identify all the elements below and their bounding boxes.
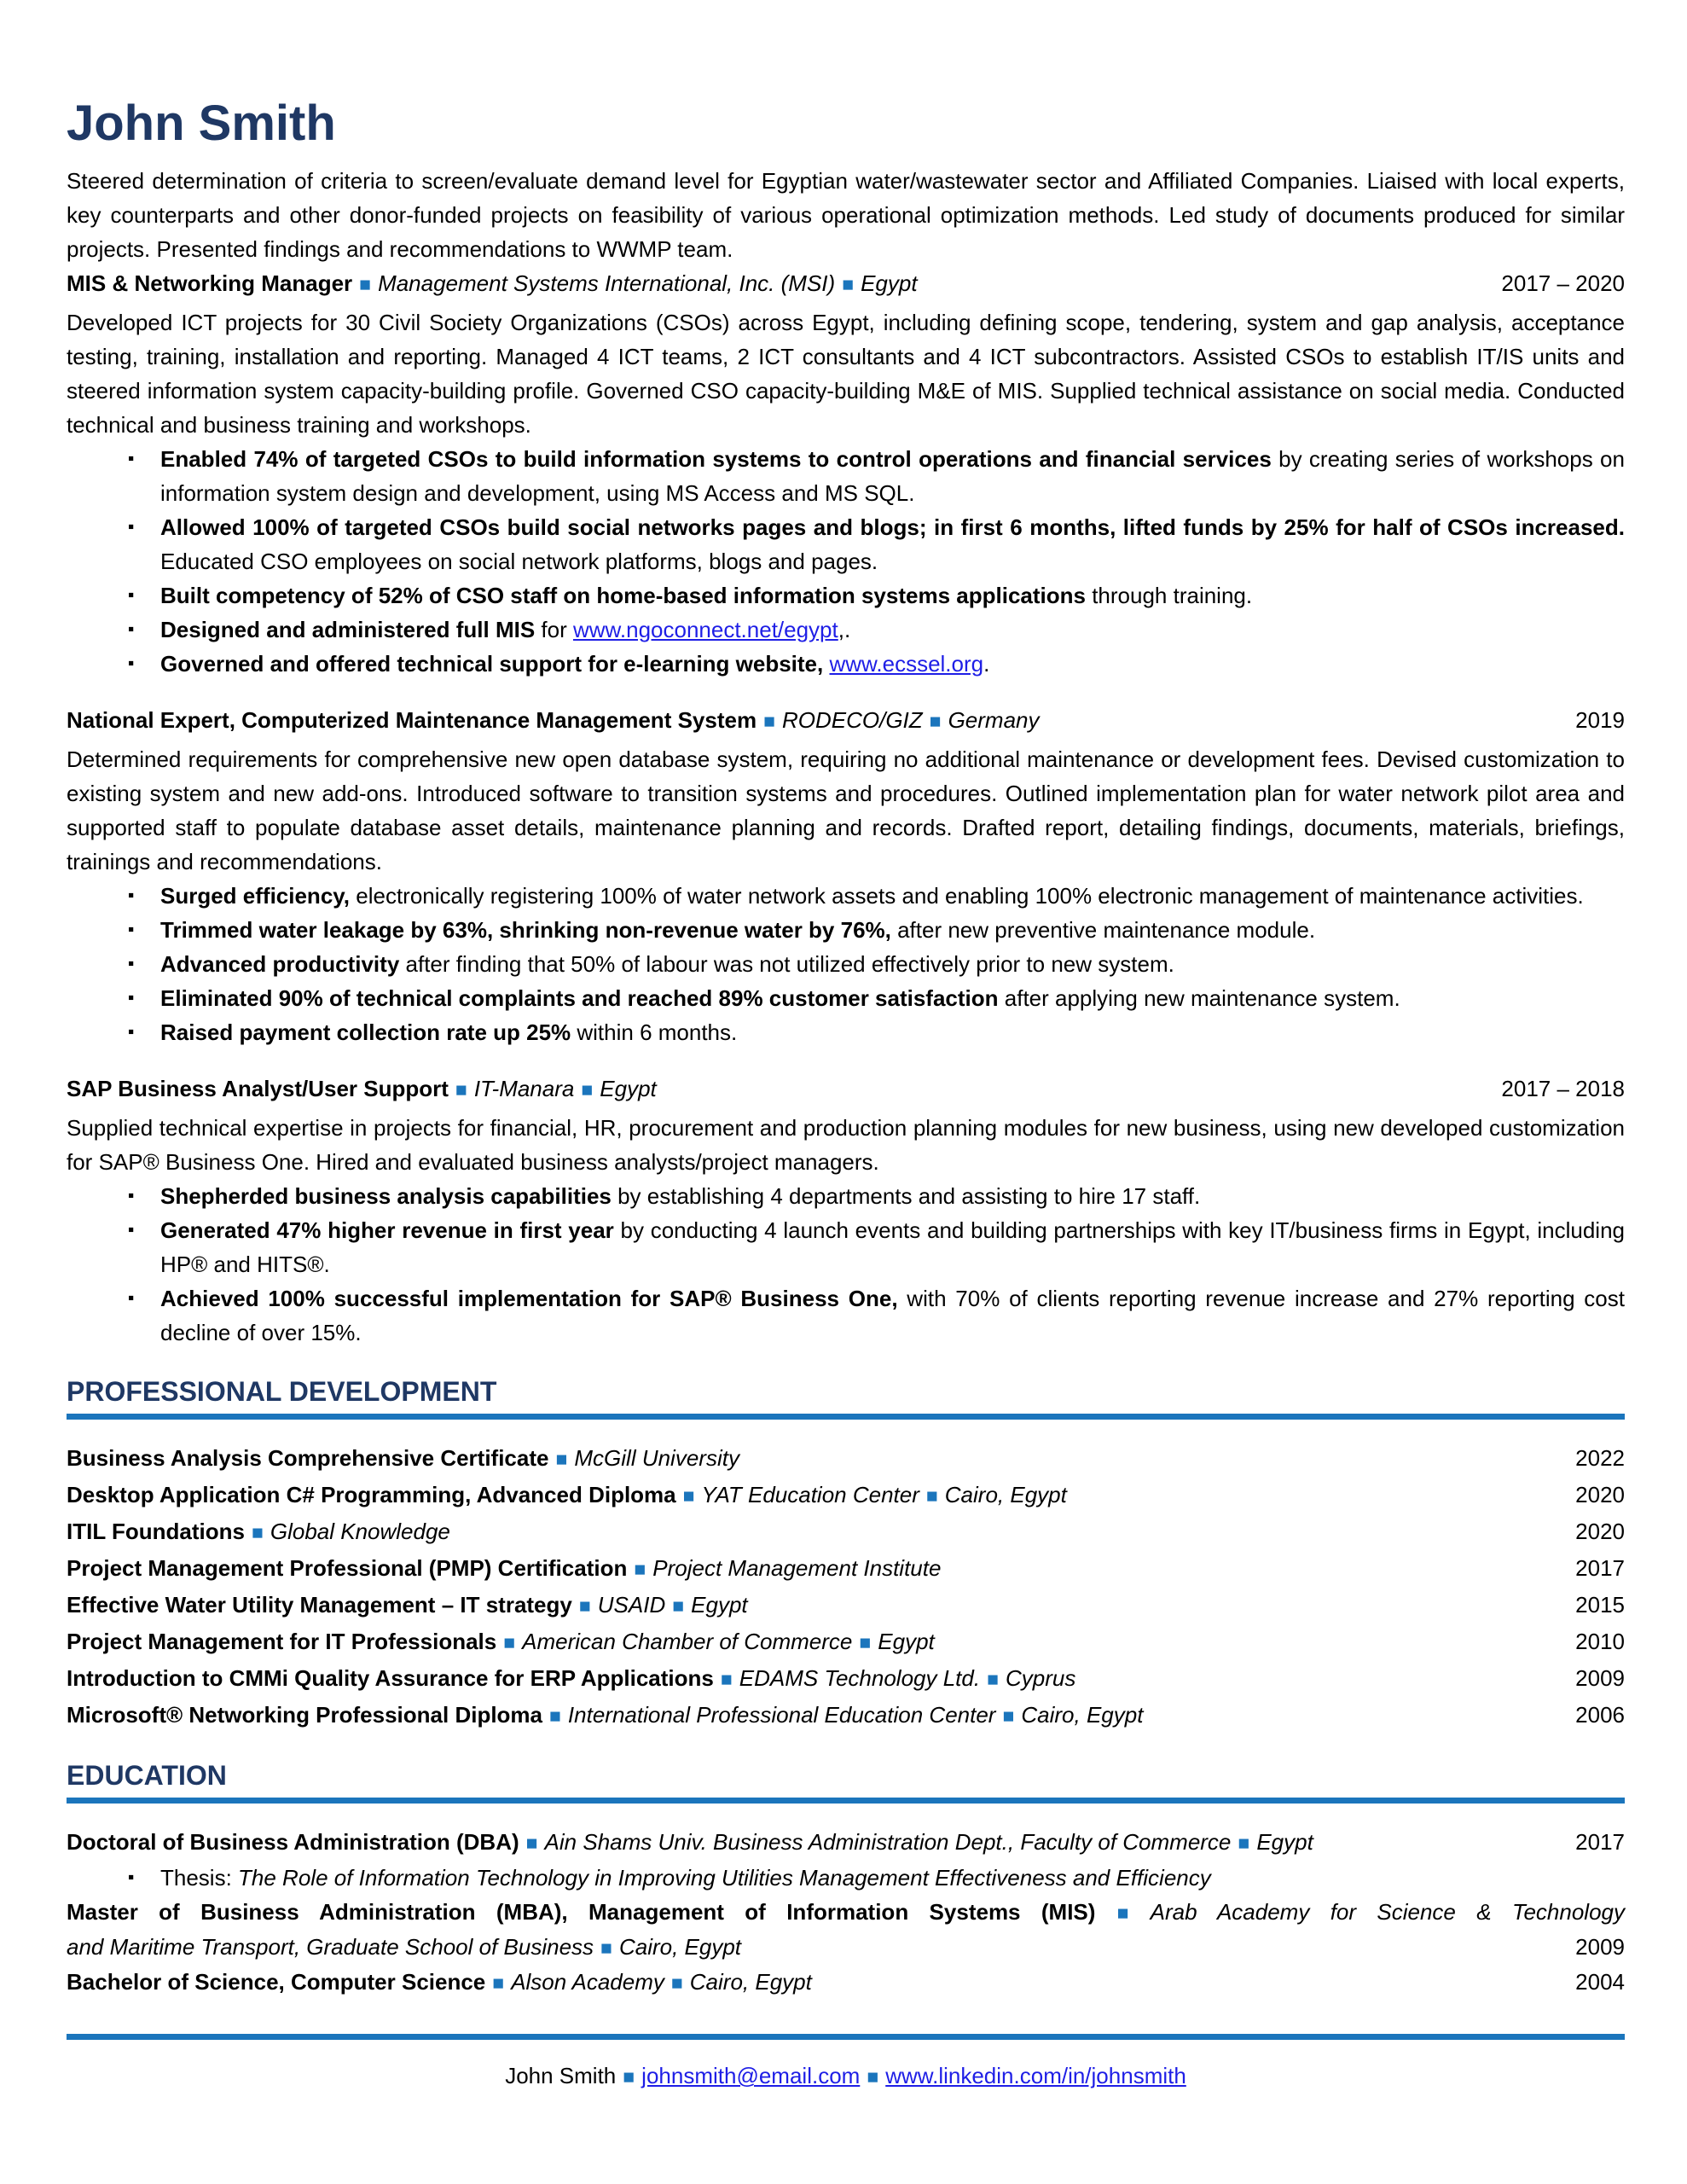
bullet-text [160, 510, 1625, 578]
professional-development-section [67, 1374, 1625, 1734]
job-org: Management Systems International, Inc. (MSI) [378, 270, 836, 296]
course-org: USAID [597, 1592, 666, 1618]
education-row-line1 [67, 1895, 1625, 1930]
bullet-bold: Eliminated 90% of technical complaints and reached 89% customer satisfaction [160, 985, 999, 1011]
education-row-line2 [67, 1930, 1625, 1965]
job-location: Germany [948, 707, 1040, 733]
bullet-bold: Allowed 100% of targeted CSOs build social networks pages and blogs; in first 6 months, lifted funds by 25% for half of CSOs increased. [160, 514, 1625, 540]
bullet-bold: Built competency of 52% of CSO staff on home-based information systems applications [160, 583, 1086, 608]
job-entry [67, 1072, 1625, 1350]
job-heading-row [67, 266, 1625, 301]
job-dates: 2017 – 2018 [1501, 1076, 1625, 1101]
job-description: Supplied technical expertise in projects for financial, HR, procurement and production planning modules for new business, using new developed customization for SAP® Business One. Hired and evaluated business analysts/project managers. [67, 1115, 1625, 1175]
bullet-square-icon: ▪ [128, 1022, 135, 1042]
bullet-square-icon: ▪ [128, 988, 135, 1008]
bullet-text [160, 1015, 1625, 1049]
course-year: 2022 [1575, 1445, 1625, 1471]
bullet-item [67, 613, 1625, 647]
bullet-text [160, 578, 1625, 613]
education-row-left [67, 1824, 1313, 1861]
separator-square-icon: ■ [859, 1631, 872, 1653]
bullet-tail: ,. [838, 617, 851, 642]
bullet-list [67, 1179, 1625, 1350]
course-org: International Professional Education Center [567, 1702, 996, 1728]
bullet-list [67, 442, 1625, 681]
ngoconnect-link[interactable]: www.ngoconnect.net/egypt [572, 617, 838, 642]
separator-square-icon: ■ [720, 1668, 733, 1690]
bullet-item [67, 1281, 1625, 1350]
job-org: IT-Manara [473, 1076, 575, 1101]
bullet-rest: after applying new maintenance system. [998, 985, 1400, 1011]
separator-square-icon: ■ [525, 1832, 538, 1854]
pd-row-left [67, 1513, 450, 1550]
course-title: Desktop Application C# Programming, Advanced Diploma [67, 1482, 676, 1507]
course-location: Egypt [878, 1629, 935, 1654]
pd-row-left [67, 1697, 1143, 1734]
bullet-item [67, 1015, 1625, 1049]
bullet-square-icon: ▪ [128, 653, 135, 673]
course-location: Cairo, Egypt [1021, 1702, 1144, 1728]
separator-square-icon: ■ [1102, 1902, 1144, 1924]
thesis-text [160, 1861, 1625, 1895]
course-title: Introduction to CMMi Quality Assurance for ERP Applications [67, 1665, 714, 1691]
job-location: Egypt [861, 270, 918, 296]
degree-org: Arab Academy for Science & Technology [1150, 1899, 1625, 1925]
course-year: 2010 [1575, 1629, 1625, 1654]
thesis-bullet [67, 1861, 1625, 1895]
bullet-bold: Advanced productivity [160, 951, 400, 977]
pd-row-left [67, 1623, 935, 1660]
bullet-bold: Trimmed water leakage by 63%, shrinking non-revenue water by 76%, [160, 917, 891, 943]
degree-year: 2017 [1575, 1829, 1625, 1855]
bullet-rest: within 6 months. [571, 1019, 738, 1045]
email-link[interactable]: johnsmith@email.com [641, 2063, 861, 2088]
bullet-rest: electronically registering 100% of water network assets and enabling 100% electronic management of maintenance activities. [350, 883, 1584, 909]
job-heading [67, 703, 1039, 738]
bullet-item [67, 578, 1625, 613]
degree-org: Ain Shams Univ. Business Administration Dept., Faculty of Commerce [544, 1829, 1232, 1855]
bullet-item [67, 879, 1625, 913]
bullet-bold: Designed and administered full MIS [160, 617, 536, 642]
course-year: 2020 [1575, 1519, 1625, 1544]
job-heading-row [67, 703, 1625, 738]
pd-row-left [67, 1477, 1067, 1513]
bullet-bold: Shepherded business analysis capabilities [160, 1183, 612, 1209]
degree-year: 2004 [1575, 1969, 1625, 1995]
degree-title: Bachelor of Science, Computer Science [67, 1969, 486, 1995]
separator-square-icon: ■ [763, 710, 775, 732]
degree-location: Cairo, Egypt [618, 1934, 742, 1960]
pd-row [67, 1550, 1625, 1587]
pd-row-left [67, 1660, 1075, 1697]
job-title: MIS & Networking Manager [67, 270, 353, 296]
bullet-text [160, 1281, 1625, 1350]
course-year: 2017 [1575, 1555, 1625, 1581]
course-year: 2020 [1575, 1482, 1625, 1507]
bullet-item [67, 981, 1625, 1015]
bullet-item [67, 1213, 1625, 1281]
course-location: Egypt [691, 1592, 748, 1618]
separator-square-icon: ■ [634, 1558, 646, 1580]
pd-row-left [67, 1440, 739, 1477]
separator-square-icon: ■ [555, 1448, 568, 1470]
separator-square-icon: ■ [672, 1594, 685, 1617]
education-row [67, 1965, 1625, 2000]
bullet-square-icon: ▪ [128, 1186, 135, 1205]
pd-row [67, 1477, 1625, 1513]
bullet-rest: Educated CSO employees on social network platforms, blogs and pages. [160, 549, 878, 574]
bullet-tail: . [983, 651, 990, 677]
degree-location: Cairo, Egypt [689, 1969, 812, 1995]
bullet-text [160, 647, 1625, 681]
separator-square-icon: ■ [842, 273, 855, 295]
pd-row [67, 1513, 1625, 1550]
bullet-text [160, 442, 1625, 510]
job-entry [67, 703, 1625, 1049]
course-title: ITIL Foundations [67, 1519, 245, 1544]
course-year: 2015 [1575, 1592, 1625, 1618]
bullet-square-icon: ▪ [128, 1220, 135, 1240]
course-title: Project Management for IT Professionals [67, 1629, 497, 1654]
bullet-rest: with 70% of clients reporting revenue increase and 27% reporting cost decline of over 15%. [160, 1286, 1625, 1345]
separator-square-icon: ■ [867, 2065, 879, 2088]
pd-row [67, 1587, 1625, 1623]
course-year: 2006 [1575, 1702, 1625, 1728]
bullet-square-icon: ▪ [128, 920, 135, 939]
course-title: Microsoft® Networking Professional Diploma [67, 1702, 543, 1728]
section-rule [67, 1798, 1625, 1804]
bullet-text [160, 879, 1625, 913]
course-org: American Chamber of Commerce [522, 1629, 853, 1654]
separator-square-icon: ■ [1238, 1832, 1250, 1854]
separator-square-icon: ■ [549, 1705, 561, 1727]
degree-title: Doctoral of Business Administration (DBA) [67, 1829, 519, 1855]
course-title: Business Analysis Comprehensive Certificate [67, 1445, 549, 1471]
separator-square-icon: ■ [623, 2065, 635, 2088]
bullet-bold: Surged efficiency, [160, 883, 351, 909]
course-year: 2009 [1575, 1665, 1625, 1691]
job-entry [67, 266, 1625, 681]
bullet-text [160, 1213, 1625, 1281]
bullet-rest: through training. [1085, 583, 1253, 608]
job-heading-row [67, 1072, 1625, 1107]
bullet-bold: Generated 47% higher revenue in first year [160, 1217, 614, 1243]
separator-square-icon: ■ [987, 1668, 999, 1690]
course-org: McGill University [574, 1445, 739, 1471]
job-description: Developed ICT projects for 30 Civil Society Organizations (CSOs) across Egypt, including defining scope, tendering, system and gap analysis, acceptance testing, training, installation and reporting. Managed 4 ICT teams, 2 ICT consultants and 4 ICT subcontractors. Assisted CSOs to establish IT/IS units and steered information system capacity-building profile. Governed CSO capacity-building M&E of MIS. Supplied technical assistance on social media. Conducted technical and business training and workshops. [67, 310, 1625, 438]
job-dates: 2019 [1575, 707, 1625, 733]
bullet-item [67, 442, 1625, 510]
bullet-square-icon: ▪ [128, 449, 135, 468]
bullet-square-icon: ▪ [128, 886, 135, 905]
degree-title: Master of Business Administration (MBA), Management of Information Systems (MIS) [67, 1899, 1096, 1925]
separator-square-icon: ■ [492, 1972, 505, 1994]
bullet-item [67, 510, 1625, 578]
bullet-item [67, 1179, 1625, 1213]
degree-location: Egypt [1256, 1829, 1313, 1855]
thesis-title: The Role of Information Technology in Improving Utilities Management Effectiveness and Efficiency [238, 1865, 1211, 1891]
education-row-left [67, 1930, 741, 1965]
separator-square-icon: ■ [929, 710, 942, 732]
ecssel-link[interactable]: www.ecssel.org [829, 651, 984, 677]
course-org: Project Management Institute [652, 1555, 942, 1581]
pd-row [67, 1440, 1625, 1477]
bullet-rest: by conducting 4 launch events and building partnerships with key IT/business firms in Egypt, including HP® and HITS®. [160, 1217, 1626, 1277]
job-dates: 2017 – 2020 [1501, 270, 1625, 296]
separator-square-icon: ■ [359, 273, 372, 295]
pd-row-left [67, 1587, 748, 1623]
job-title: National Expert, Computerized Maintenance Management System [67, 707, 757, 733]
linkedin-link[interactable]: www.linkedin.com/in/johnsmith [885, 2063, 1186, 2088]
job-heading [67, 1072, 657, 1107]
bullet-square-icon: ▪ [128, 585, 135, 605]
pd-row-left [67, 1550, 941, 1587]
bullet-rest: by creating series of workshops on information system design and development, using MS Access and MS SQL. [160, 446, 1625, 506]
job-description: Determined requirements for comprehensive new open database system, requiring no additional maintenance or development fees. Devised customization to existing system and new add-ons. Introduced software to transition systems and procedures. Outlined implementation plan for water network pilot area and supported staff to populate database asset details, maintenance planning and records. Drafted report, detailing findings, documents, materials, briefings, trainings and recommendations. [67, 746, 1625, 874]
bullet-item [67, 913, 1625, 947]
bullet-bold: Raised payment collection rate up 25% [160, 1019, 571, 1045]
job-org: RODECO/GIZ [781, 707, 923, 733]
bullet-square-icon: ▪ [128, 517, 135, 537]
separator-square-icon: ■ [455, 1078, 467, 1101]
section-rule [67, 1414, 1625, 1420]
bullet-rest: after finding that 50% of labour was not utilized effectively prior to new system. [399, 951, 1174, 977]
education-row-left [67, 1965, 812, 2000]
bullet-text [160, 913, 1625, 947]
job-heading [67, 266, 918, 301]
footer-name: John Smith [505, 2063, 617, 2088]
degree-org-continued: and Maritime Transport, Graduate School of Business [67, 1934, 594, 1960]
separator-square-icon: ■ [503, 1631, 516, 1653]
page-title: John Smith [67, 96, 336, 151]
pd-row [67, 1697, 1625, 1734]
separator-square-icon: ■ [682, 1484, 695, 1507]
section-heading: PROFESSIONAL DEVELOPMENT [67, 1376, 497, 1407]
bullet-text [160, 1179, 1625, 1213]
bullet-square-icon: ▪ [128, 619, 135, 639]
education-row [67, 1824, 1625, 1861]
separator-square-icon: ■ [578, 1594, 591, 1617]
bullet-text [160, 947, 1625, 981]
separator-square-icon: ■ [581, 1078, 594, 1101]
pd-row [67, 1660, 1625, 1697]
course-location: Cyprus [1006, 1665, 1076, 1691]
course-org: YAT Education Center [701, 1482, 919, 1507]
bullet-item [67, 647, 1625, 681]
bullet-bold: Achieved 100% successful implementation for SAP® Business One, [160, 1286, 898, 1311]
bullet-rest: for [535, 617, 573, 642]
bullet-text [160, 981, 1625, 1015]
bullet-rest: after new preventive maintenance module. [890, 917, 1316, 943]
separator-square-icon: ■ [600, 1937, 612, 1959]
bullet-square-icon: ▪ [128, 954, 135, 973]
summary-text: Steered determination of criteria to screen/evaluate demand level for Egyptian water/wastewater sector and Affiliated Companies. Liaised with local experts, key counterparts and other donor-funded projects on feasibility of various operational optimization methods. Led study of documents produced for similar projects. Presented findings and recommendations to WWMP team. [67, 168, 1625, 262]
degree-org: Alson Academy [511, 1969, 664, 1995]
course-org: EDAMS Technology Ltd. [739, 1665, 981, 1691]
bullet-bold: Enabled 74% of targeted CSOs to build information systems to control operations and financial services [160, 446, 1272, 472]
course-title: Effective Water Utility Management – IT strategy [67, 1592, 572, 1618]
separator-square-icon: ■ [1002, 1705, 1015, 1727]
footer [67, 2059, 1625, 2094]
course-location: Cairo, Egypt [944, 1482, 1067, 1507]
job-location: Egypt [600, 1076, 657, 1101]
footer-rule [67, 2034, 1625, 2040]
course-org: Global Knowledge [270, 1519, 450, 1544]
education-row [67, 1895, 1625, 1965]
thesis-label: Thesis: [160, 1865, 239, 1891]
job-title: SAP Business Analyst/User Support [67, 1076, 449, 1101]
bullet-rest: by establishing 4 departments and assisting to hire 17 staff. [611, 1183, 1201, 1209]
bullet-item [67, 947, 1625, 981]
separator-square-icon: ■ [670, 1972, 683, 1994]
course-title: Project Management Professional (PMP) Certification [67, 1555, 628, 1581]
bullet-bold: Governed and offered technical support for e-learning website, [160, 651, 824, 677]
section-heading: EDUCATION [67, 1760, 227, 1791]
bullet-list [67, 879, 1625, 1049]
degree-year: 2009 [1575, 1934, 1625, 1960]
education-section [67, 1757, 1625, 2000]
pd-row [67, 1623, 1625, 1660]
separator-square-icon: ■ [251, 1521, 264, 1543]
bullet-square-icon: ▪ [128, 1867, 135, 1887]
bullet-text [160, 613, 1625, 647]
bullet-square-icon: ▪ [128, 1288, 135, 1308]
separator-square-icon: ■ [925, 1484, 938, 1507]
